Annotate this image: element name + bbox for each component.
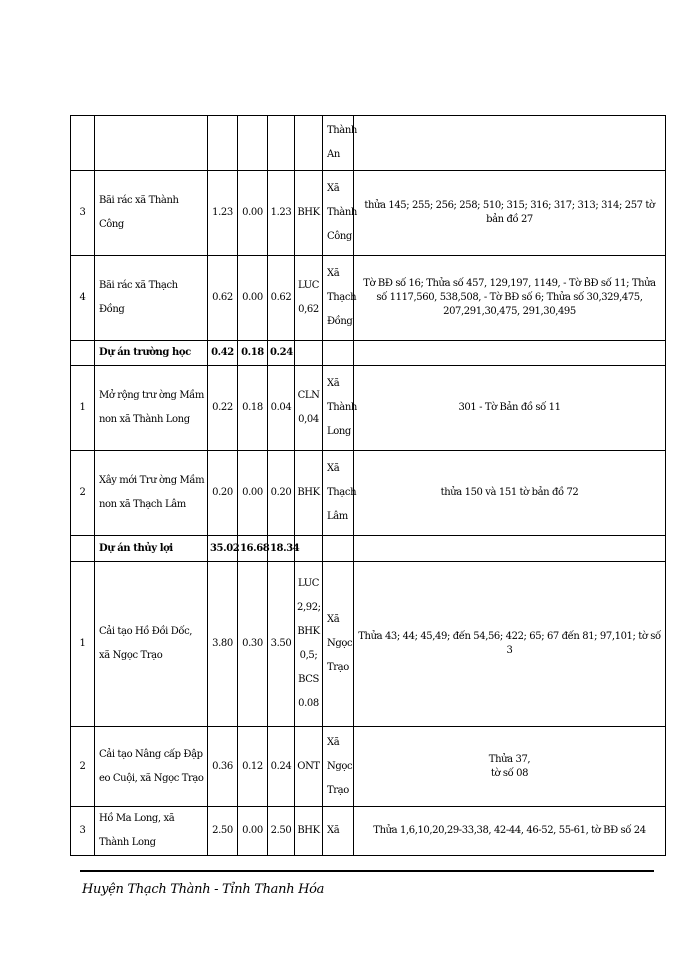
total-area: 0.20 — [208, 451, 238, 536]
table-row — [71, 116, 666, 171]
table-row — [71, 366, 666, 451]
row-number: 3 — [71, 807, 95, 856]
total-area: 0.42 — [208, 341, 238, 366]
land-type: ONT — [295, 727, 323, 807]
total-area: 0.36 — [208, 727, 238, 807]
parcel-list — [354, 341, 666, 366]
area-current: 0.00 — [238, 171, 268, 256]
area-current: 0.18 — [238, 366, 268, 451]
project-name: Cải tạo Nâng cấp Đập eo Cuội, xã Ngọc Trạo — [95, 727, 208, 807]
total-area: 35.02 — [208, 536, 238, 562]
area-additional: 0.24 — [268, 727, 295, 807]
location: Thành An — [323, 116, 354, 171]
land-type — [295, 116, 323, 171]
area-current: 0.12 — [238, 727, 268, 807]
location: Xã Thạch Lâm — [323, 451, 354, 536]
location — [323, 341, 354, 366]
area-additional: 3.50 — [268, 562, 295, 727]
location: Xã Thành Long — [323, 366, 354, 451]
parcel-list: 301 - Tờ Bản đồ số 11 — [354, 366, 666, 451]
row-number: 3 — [71, 171, 95, 256]
area-current: 0.00 — [238, 807, 268, 856]
table-row — [71, 727, 666, 807]
parcel-list: Thửa 1,6,10,20,29-33,38, 42-44, 46-52, 55-61, tờ BĐ số 24 — [354, 807, 666, 856]
row-number — [71, 341, 95, 366]
row-number — [71, 116, 95, 171]
parcel-list: Tờ BĐ số 16; Thửa số 457, 129,197, 1149, - Tờ BĐ số 11; Thửa số 1117,560, 538,508, - Tờ BĐ số 6; Thửa số 30,329,475, 207,291,30,475, 291,30,495 — [354, 256, 666, 341]
area-additional: 0.04 — [268, 366, 295, 451]
total-area: 1.23 — [208, 171, 238, 256]
area-additional: 0.20 — [268, 451, 295, 536]
project-name: Bãi rác xã Thạch Đồng — [95, 256, 208, 341]
project-name: Cải tạo Hồ Đồi Dốc, xã Ngọc Trạo — [95, 562, 208, 727]
total-area: 0.62 — [208, 256, 238, 341]
area-current: 0.18 — [238, 341, 268, 366]
area-current: 16.68 — [238, 536, 268, 562]
location: Xã Thạch Đồng — [323, 256, 354, 341]
group-row — [71, 341, 666, 366]
footer-divider — [80, 870, 654, 872]
land-type — [295, 341, 323, 366]
table-row — [71, 807, 666, 856]
area-current — [238, 116, 268, 171]
area-additional — [268, 116, 295, 171]
project-name: Xây mới Trư ờng Mầm non xã Thạch Lâm — [95, 451, 208, 536]
parcel-list: thửa 150 và 151 tờ bản đồ 72 — [354, 451, 666, 536]
project-name: Hồ Ma Long, xã Thành Long — [95, 807, 208, 856]
project-name: Dự án trường học — [95, 341, 208, 366]
area-current: 0.30 — [238, 562, 268, 727]
row-number — [71, 536, 95, 562]
project-name — [95, 116, 208, 171]
area-additional: 0.24 — [268, 341, 295, 366]
land-type: BHK — [295, 171, 323, 256]
row-number: 4 — [71, 256, 95, 341]
row-number: 1 — [71, 562, 95, 727]
project-name: Dự án thủy lợi — [95, 536, 208, 562]
total-area — [208, 116, 238, 171]
area-current: 0.00 — [238, 451, 268, 536]
location: Xã Ngọc Trạo — [323, 562, 354, 727]
land-type: LUC 2,92; BHK 0,5; BCS 0.08 — [295, 562, 323, 727]
location: Xã — [323, 807, 354, 856]
row-number: 2 — [71, 727, 95, 807]
location: Xã Ngọc Trạo — [323, 727, 354, 807]
area-additional: 1.23 — [268, 171, 295, 256]
land-type: CLN 0,04 — [295, 366, 323, 451]
row-number: 1 — [71, 366, 95, 451]
total-area: 0.22 — [208, 366, 238, 451]
footer-text: Huyện Thạch Thành - Tỉnh Thanh Hóa — [82, 882, 325, 897]
area-additional: 2.50 — [268, 807, 295, 856]
land-use-table — [70, 115, 666, 856]
location: Xã Thành Công — [323, 171, 354, 256]
total-area: 3.80 — [208, 562, 238, 727]
project-name: Mở rộng trư ờng Mầm non xã Thành Long — [95, 366, 208, 451]
parcel-list — [354, 116, 666, 171]
land-type: LUC 0,62 — [295, 256, 323, 341]
table-row — [71, 171, 666, 256]
group-row — [71, 536, 666, 562]
area-additional: 0.62 — [268, 256, 295, 341]
area-additional: 18.34 — [268, 536, 295, 562]
row-number: 2 — [71, 451, 95, 536]
parcel-list — [354, 536, 666, 562]
parcel-list: Thửa 43; 44; 45,49; đến 54,56; 422; 65; 67 đến 81; 97,101; tờ số 3 — [354, 562, 666, 727]
area-current: 0.00 — [238, 256, 268, 341]
land-type: BHK — [295, 807, 323, 856]
parcel-list: Thửa 37, tờ số 08 — [354, 727, 666, 807]
project-name: Bãi rác xã Thành Công — [95, 171, 208, 256]
parcel-list: thửa 145; 255; 256; 258; 510; 315; 316; 317; 313; 314; 257 tờ bản đồ 27 — [354, 171, 666, 256]
land-type: BHK — [295, 451, 323, 536]
table-row — [71, 562, 666, 727]
table-row — [71, 451, 666, 536]
table-row — [71, 256, 666, 341]
total-area: 2.50 — [208, 807, 238, 856]
location — [323, 536, 354, 562]
